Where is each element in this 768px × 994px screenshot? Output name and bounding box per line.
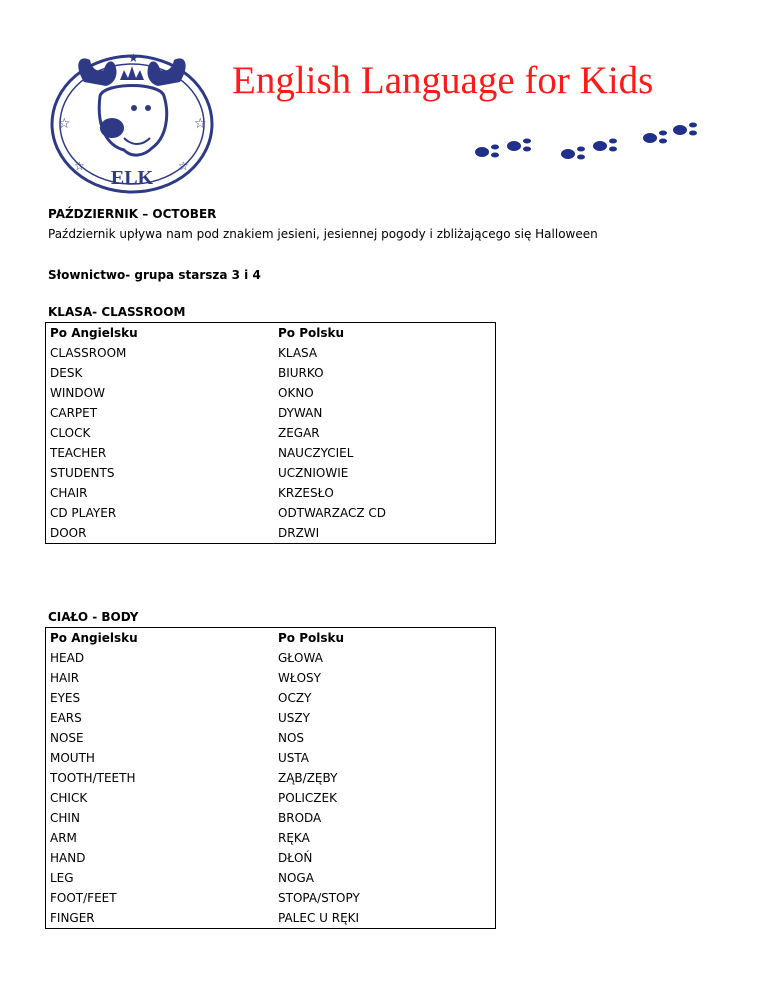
classroom-table xyxy=(45,322,496,544)
vocab-heading: Słownictwo- grupa starsza 3 i 4 xyxy=(48,268,261,282)
cell-pl: UCZNIOWIE xyxy=(278,466,349,480)
cell-pl: NOS xyxy=(278,731,305,745)
cell-pl: DRZWI xyxy=(278,526,320,540)
table-row xyxy=(46,708,496,728)
table-row xyxy=(46,503,496,523)
cell-en: CHAIR xyxy=(50,486,88,500)
cell-pl: KLASA xyxy=(278,346,318,360)
cell-pl: PALEC U RĘKI xyxy=(278,911,360,925)
table-row xyxy=(46,868,496,888)
cell-en: TOOTH/TEETH xyxy=(50,771,136,785)
month-heading: PAŹDZIERNIK – OCTOBER xyxy=(48,207,217,221)
cell-en: EARS xyxy=(50,711,82,725)
table-row xyxy=(46,648,496,668)
cell-en: DOOR xyxy=(50,526,87,540)
cell-en: FOOT/FEET xyxy=(50,891,117,905)
table-row xyxy=(46,908,496,929)
svg-text:☆: ☆ xyxy=(58,116,71,132)
cell-pl: WŁOSY xyxy=(278,671,322,685)
cell-pl: ZEGAR xyxy=(278,426,320,440)
table-row xyxy=(46,523,496,544)
table-row xyxy=(46,483,496,503)
cell-pl: NOGA xyxy=(278,871,314,885)
elk-logo xyxy=(44,46,220,198)
cell-pl: BIURKO xyxy=(278,366,324,380)
cell-en: HAND xyxy=(50,851,86,865)
cell-pl: DYWAN xyxy=(278,406,323,420)
cell-en: CHICK xyxy=(50,791,88,805)
cell-pl: KRZESŁO xyxy=(278,486,334,500)
table-header-row xyxy=(46,628,496,649)
table-row xyxy=(46,363,496,383)
svg-text:☆: ☆ xyxy=(178,159,189,173)
table-row xyxy=(46,748,496,768)
cell-pl: ZĄB/ZĘBY xyxy=(278,771,338,785)
intro-text: Październik upływa nam pod znakiem jesieni, jesiennej pogody i zbliżającego się Halloween xyxy=(48,227,598,241)
cell-pl: USTA xyxy=(278,751,310,765)
table-row xyxy=(46,788,496,808)
column-header-pl: Po Polsku xyxy=(278,326,345,340)
cell-en: CARPET xyxy=(50,406,98,420)
table-row xyxy=(46,808,496,828)
table-header-row xyxy=(46,323,496,344)
cell-en: TEACHER xyxy=(50,446,107,460)
body-table xyxy=(45,627,496,929)
cell-en: HAIR xyxy=(50,671,80,685)
table-row xyxy=(46,343,496,363)
table-row xyxy=(46,403,496,423)
logo-text: ELK xyxy=(110,167,154,189)
cell-en: CLASSROOM xyxy=(50,346,127,360)
cell-pl: USZY xyxy=(278,711,310,725)
cell-pl: RĘKA xyxy=(278,831,310,845)
body-title: CIAŁO - BODY xyxy=(48,610,139,624)
cell-en: STUDENTS xyxy=(50,466,115,480)
cell-en: EYES xyxy=(50,691,81,705)
table-row xyxy=(46,383,496,403)
cell-en: CLOCK xyxy=(50,426,91,440)
cell-en: CHIN xyxy=(50,811,80,825)
footprints-icon xyxy=(472,118,698,166)
column-header-pl: Po Polsku xyxy=(278,631,345,645)
table-row xyxy=(46,848,496,868)
svg-text:☆: ☆ xyxy=(194,116,207,132)
cell-en: ARM xyxy=(50,831,77,845)
cell-en: LEG xyxy=(50,871,74,885)
cell-en: NOSE xyxy=(50,731,84,745)
cell-pl: OKNO xyxy=(278,386,314,400)
cell-pl: POLICZEK xyxy=(278,791,337,805)
svg-text:★: ★ xyxy=(128,51,139,65)
table-row xyxy=(46,443,496,463)
column-header-en: Po Angielsku xyxy=(50,326,138,340)
cell-pl: OCZY xyxy=(278,691,312,705)
table-row xyxy=(46,828,496,848)
cell-en: DESK xyxy=(50,366,83,380)
cell-pl: ODTWARZACZ CD xyxy=(278,506,387,520)
cell-en: MOUTH xyxy=(50,751,95,765)
brand-title: English Language for Kids xyxy=(232,59,654,102)
table-row xyxy=(46,888,496,908)
table-row xyxy=(46,463,496,483)
cell-en: HEAD xyxy=(50,651,85,665)
table-row xyxy=(46,668,496,688)
cell-pl: DŁOŃ xyxy=(278,851,313,865)
cell-en: FINGER xyxy=(50,911,95,925)
table-row xyxy=(46,423,496,443)
cell-pl: BRODA xyxy=(278,811,322,825)
table-row xyxy=(46,688,496,708)
table-row xyxy=(46,728,496,748)
cell-pl: GŁOWA xyxy=(278,651,323,665)
cell-pl: NAUCZYCIEL xyxy=(278,446,354,460)
cell-pl: STOPA/STOPY xyxy=(278,891,360,905)
table-row xyxy=(46,768,496,788)
svg-text:☆: ☆ xyxy=(74,159,85,173)
cell-en: CD PLAYER xyxy=(50,506,117,520)
classroom-title: KLASA- CLASSROOM xyxy=(48,305,186,319)
column-header-en: Po Angielsku xyxy=(50,631,138,645)
cell-en: WINDOW xyxy=(50,386,105,400)
